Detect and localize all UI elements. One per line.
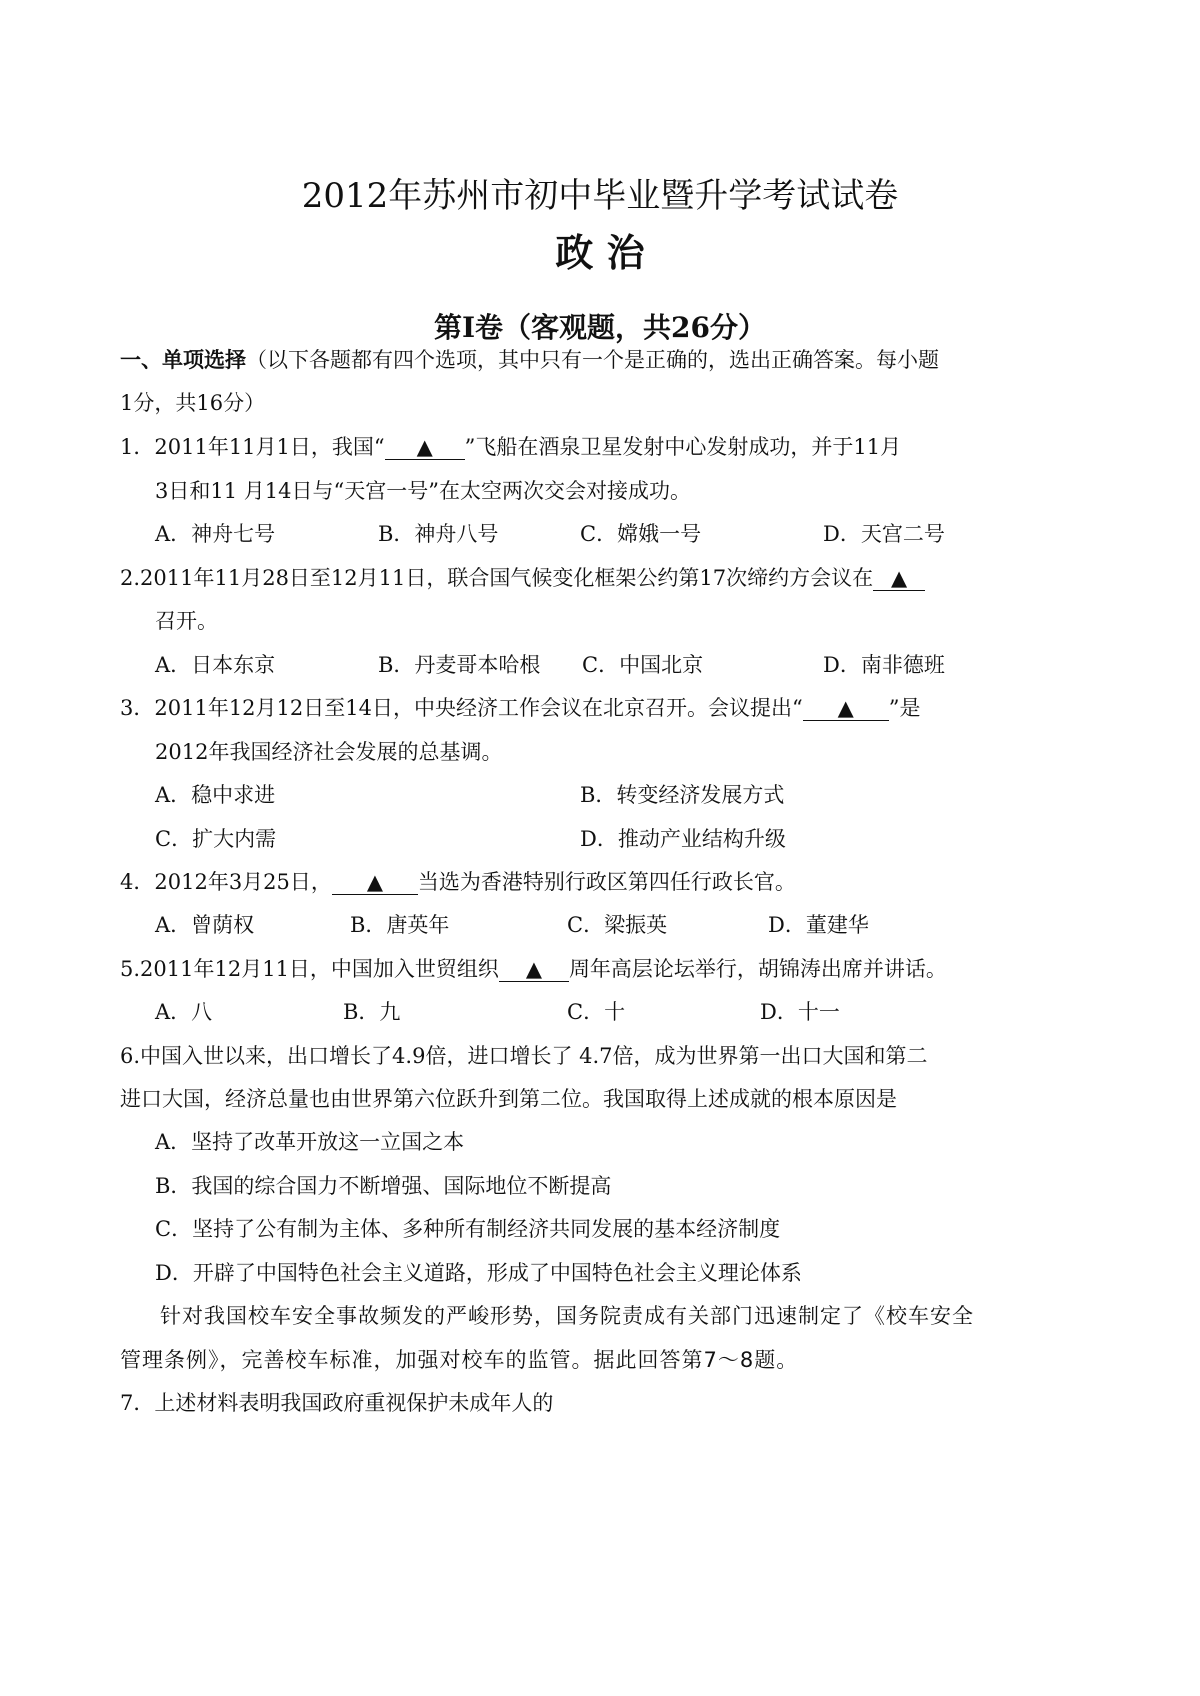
question-1-option-b: B．神舟八号 <box>378 522 499 546</box>
question-6-line-1 <box>120 1041 928 1071</box>
answer-blank: ▲ <box>332 870 418 895</box>
section-heading: 一、单项选择 <box>120 347 246 372</box>
question-2-option-d: D．南非德班 <box>823 653 945 677</box>
question-text: 2011年11月28日至12月11日，联合国气候变化框架公约第17次缔约方会议在 <box>140 566 874 590</box>
question-2-line-1 <box>120 563 925 593</box>
question-text: ”飞船在酒泉卫星发射中心发射成功，并于11月 <box>464 435 902 459</box>
question-text: ”是 <box>888 696 921 720</box>
question-number: 2. <box>120 566 141 590</box>
question-5-option-b: B．九 <box>343 1000 401 1024</box>
answer-blank: ▲ <box>803 696 889 721</box>
question-7-line-1 <box>120 1388 553 1418</box>
question-6-option-b: B．我国的综合国力不断增强、国际地位不断提高 <box>155 1174 612 1198</box>
section-instruction-line-2: 1分，共16分） <box>120 391 266 415</box>
answer-blank: ▲ <box>873 566 925 591</box>
question-5-option-a: A．八 <box>155 1000 213 1024</box>
question-5-option-c: C．十 <box>567 1000 626 1024</box>
material-line-2: 管理条例》，完善校车标准，加强对校车的监管。据此回答第7～8题。 <box>120 1348 799 1372</box>
question-2-line-2: 召开。 <box>155 609 218 633</box>
question-2-option-c: C．中国北京 <box>582 653 704 677</box>
question-4-option-b: B．唐英年 <box>350 913 450 937</box>
question-text: 当选为香港特别行政区第四任行政长官。 <box>417 870 796 894</box>
material-line-1: 针对我国校车安全事故频发的严峻形势，国务院责成有关部门迅速制定了《校车安全 <box>160 1304 974 1328</box>
question-6-option-d: D．开辟了中国特色社会主义道路，形成了中国特色社会主义理论体系 <box>155 1261 802 1285</box>
question-text: 上述材料表明我国政府重视保护未成年人的 <box>154 1391 554 1415</box>
question-text: 周年高层论坛举行，胡锦涛出席并讲话。 <box>568 957 947 981</box>
question-3-line-2: 2012年我国经济社会发展的总基调。 <box>155 740 503 764</box>
exam-title: 2012年苏州市初中毕业暨升学考试试卷 <box>301 176 899 216</box>
section-instruction: （以下各题都有四个选项，其中只有一个是正确的，选出正确答案。每小题 <box>246 348 939 372</box>
question-1-option-d: D．天宫二号 <box>823 522 945 546</box>
question-3-option-b: B．转变经济发展方式 <box>580 783 785 807</box>
section-instruction-line-1 <box>120 345 939 375</box>
question-4-option-d: D．董建华 <box>768 913 869 937</box>
question-1-line-1 <box>120 432 901 462</box>
question-number: 7． <box>120 1391 155 1415</box>
question-3-option-c: C．扩大内需 <box>155 827 277 851</box>
question-5-option-d: D．十一 <box>760 1000 840 1024</box>
question-6-line-2: 进口大国，经济总量也由世界第六位跃升到第二位。我国取得上述成就的根本原因是 <box>120 1087 897 1111</box>
question-3-line-1 <box>120 693 920 723</box>
question-number: 4． <box>120 870 155 894</box>
question-4-line-1 <box>120 867 796 897</box>
question-4-option-c: C．梁振英 <box>567 913 668 937</box>
question-text: 2011年11月1日，我国“ <box>154 435 385 459</box>
question-4-option-a: A．曾荫权 <box>155 913 255 937</box>
question-1-option-a: A．神舟七号 <box>155 522 276 546</box>
question-3-option-d: D．推动产业结构升级 <box>580 827 786 851</box>
answer-blank: ▲ <box>499 957 569 982</box>
question-1-line-2: 3日和11 月14日与“天宫一号”在太空两次交会对接成功。 <box>155 479 691 503</box>
volume-heading: 第I卷（客观题，共26分） <box>433 311 767 344</box>
question-5-line-1 <box>120 954 947 984</box>
question-6-option-a: A．坚持了改革开放这一立国之本 <box>155 1130 465 1154</box>
question-2-option-a: A．日本东京 <box>155 653 276 677</box>
exam-subject: 政 治 <box>555 230 645 275</box>
question-1-option-c: C．嫦娥一号 <box>580 522 702 546</box>
question-number: 3． <box>120 696 155 720</box>
question-text: 2011年12月12日至14日，中央经济工作会议在北京召开。会议提出“ <box>154 696 803 720</box>
question-6-option-c: C．坚持了公有制为主体、多种所有制经济共同发展的基本经济制度 <box>155 1217 781 1241</box>
question-2-option-b: B．丹麦哥本哈根 <box>378 653 541 677</box>
question-number: 1． <box>120 435 155 459</box>
question-text: 中国入世以来，出口增长了4.9倍，进口增长了 4.7倍，成为世界第一出口大国和第二 <box>140 1044 928 1068</box>
question-3-option-a: A．稳中求进 <box>155 783 276 807</box>
question-number: 5. <box>120 957 141 981</box>
question-text: 2012年3月25日， <box>154 870 332 894</box>
answer-blank: ▲ <box>385 435 465 460</box>
question-number: 6. <box>120 1044 141 1068</box>
question-text: 2011年12月11日，中国加入世贸组织 <box>140 957 499 981</box>
